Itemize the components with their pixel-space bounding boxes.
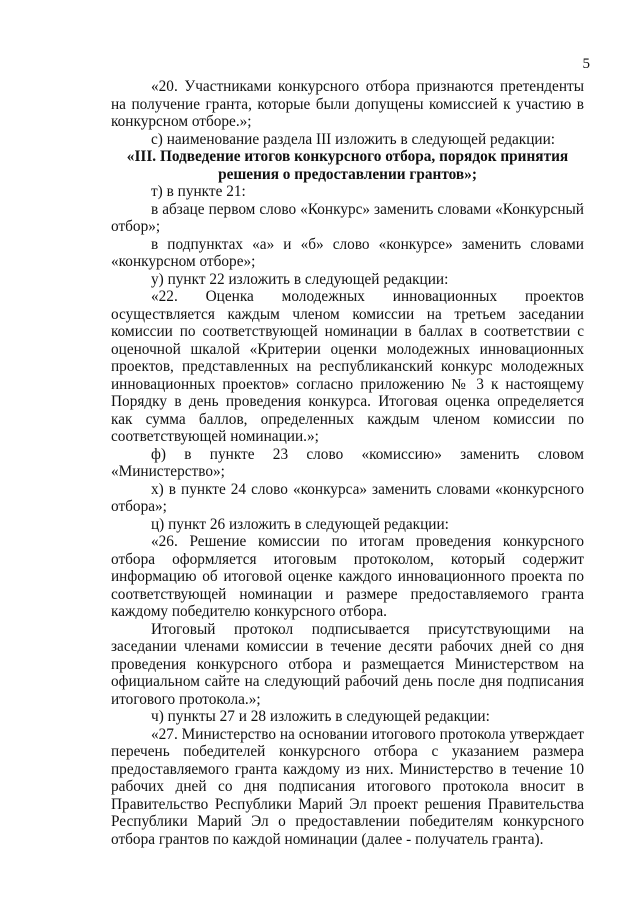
paragraph-amendment-ch: ч) пункты 27 и 28 изложить в следующей редакции: bbox=[151, 708, 490, 725]
paragraph-item-27: «27. Министерство на основании итогового протокола утверждает перечень победителей конкурсного отбора с указанием размера предоставляемого гранта каждому из них. Министерство в течение 10 рабочих дней со дня подписания итогового протокола вносит в Правительство Республики Марий Эл проект решения Правительства Республики Марий Эл о предоставлении победителям конкурсного отбора грантов по каждой номинации (далее - получатель гранта). bbox=[111, 725, 584, 848]
paragraph-amendment-t: т) в пункте 21: bbox=[151, 183, 246, 200]
paragraph-amendment-s: с) наименование раздела III изложить в следующей редакции: bbox=[151, 130, 556, 148]
section-heading: «III. Подведение итогов конкурсного отбора, порядок принятия решения о предоставлении грантов»; bbox=[126, 148, 569, 183]
paragraph-item-26: «26. Решение комиссии по итогам проведения конкурсного отбора оформляется итоговым протоколом, который содержит информацию об итоговой оценке каждого инновационного проекта по соответствующей номинации и размере предоставляемого гранта каждому победителю конкурсного отбора. bbox=[111, 533, 584, 620]
page-number: 5 bbox=[582, 56, 590, 72]
paragraph-amendment-kh: х) в пункте 24 слово «конкурса» заменить словами «конкурсного отбора»; bbox=[111, 480, 584, 515]
paragraph-amendment-ts: ц) пункт 26 изложить в следующей редакции: bbox=[151, 515, 449, 533]
paragraph-item-26-protocol: Итоговый протокол подписывается присутствующими на заседании членами комиссии в течение десяти рабочих дней со дня проведения конкурсного отбора и размещается Министерством на официальном сайте на следующий рабочий день после дня подписания итогового протокола.»; bbox=[111, 620, 584, 708]
paragraph-amendment-u: у) пункт 22 изложить в следующей редакции: bbox=[151, 270, 449, 288]
paragraph-amendment-t-1: в абзаце первом слово «Конкурс» заменить словами «Конкурсный отбор»; bbox=[111, 200, 584, 235]
paragraph-item-20: «20. Участниками конкурсного отбора признаются претенденты на получение гранта, которые были допущены комиссией к участию в конкурсном отборе.»; bbox=[111, 78, 584, 130]
document-body bbox=[111, 78, 584, 848]
paragraph-amendment-f: ф) в пункте 23 слово «комиссию» заменить словом «Министерство»; bbox=[111, 445, 584, 480]
paragraph-item-22: «22. Оценка молодежных инновационных проектов осуществляется каждым членом комиссии на третьем заседании комиссии по соответствующей номинации в баллах в соответствии с оценочной шкалой «Критерии оценки молодежных инновационных проектов, представленных на республиканский конкурс молодежных инновационных проектов» согласно приложению № 3 к настоящему Порядку в день проведения конкурса. Итоговая оценка определяется как сумма баллов, определенных каждым членом комиссии по соответствующей номинации.»; bbox=[111, 288, 584, 445]
paragraph-amendment-t-2: в подпунктах «а» и «б» слово «конкурсе» заменить словами «конкурсном отборе»; bbox=[111, 235, 584, 270]
